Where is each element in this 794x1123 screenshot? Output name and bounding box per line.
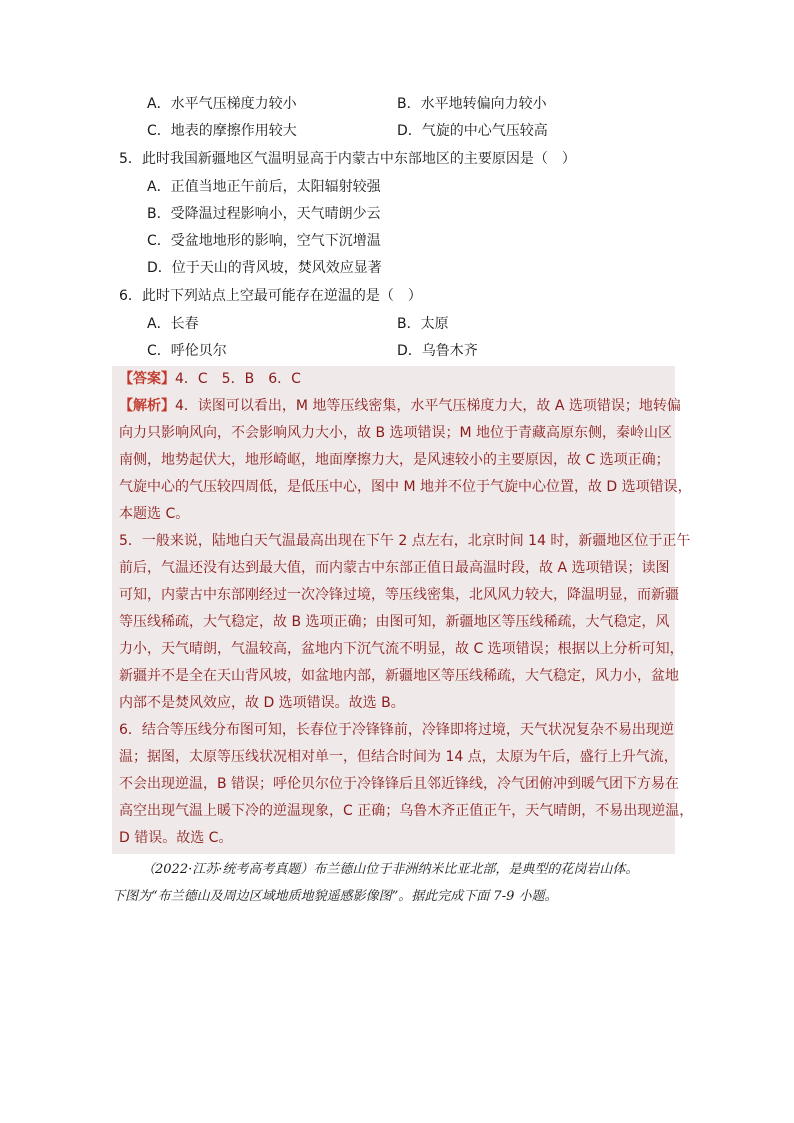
next-question-intro-line2: 下图为“布兰德山及周边区域地质地貌遥感影像图”。据此完成下面 7-9 小题。 [112,889,558,904]
analysis-line: 不会出现逆温，B 错误；呼伦贝尔位于冷锋锋后且邻近锋线，冷气团俯冲到暖气团下方易在 [119,776,680,792]
analysis-line-text: 4．读图可以看出，M 地等压线密集，水平气压梯度力大，故 A 选项错误；地转偏 [175,398,681,414]
q4-option-a: A．水平气压梯度力较小 [147,96,297,112]
analysis-line: 气旋中心的气压较四周低，是低压中心，图中 M 地并不位于气旋中心位置，故 D 选项错误， [119,479,692,495]
analysis-line: 高空出现气温上暖下冷的逆温现象，C 正确；乌鲁木齐正值正午，天气晴朗，不易出现逆温， [119,803,694,819]
answer-text: 4．C 5．B 6．C [175,371,301,387]
analysis-line: 内部不是焚风效应，故 D 选项错误。故选 B。 [119,695,405,711]
analysis-line: D 错误。故选 C。 [119,830,233,846]
answer-analysis-block [112,366,694,854]
q6-option-c: C．呼伦贝尔 [147,343,227,359]
analysis-line: 新疆并不是全在天山背风坡，如盆地内部，新疆地区等压线稀疏，大气稳定，风力小，盆地 [119,668,679,684]
analysis-line [119,396,681,416]
q5-option-b: B．受降温过程影响小，天气晴朗少云 [147,206,381,222]
analysis-line: 等压线稀疏，大气稳定，故 B 选项正确；由图可知，新疆地区等压线稀疏，大气稳定，风 [119,614,670,630]
answer-line [119,369,301,389]
q4-option-c: C．地表的摩擦作用较大 [147,123,297,139]
analysis-line: 本题选 C。 [119,506,190,522]
analysis-line: 南侧，地势起伏大，地形崎岖，地面摩擦力大，是风速较小的主要原因，故 C 选项正确； [119,452,670,468]
q6-option-a: A．长春 [147,316,199,332]
analysis-tag: 【解析】 [119,398,175,414]
analysis-line: 6．结合等压线分布图可知，长春位于冷锋锋前，冷锋即将过境，天气状况复杂不易出现逆 [119,722,674,738]
analysis-line: 力小，天气晴朗，气温较高，盆地内下沉气流不明显，故 C 选项错误；根据以上分析可知， [119,641,684,657]
q6-option-d: D．乌鲁木齐 [397,343,478,359]
analysis-line: 5．一般来说，陆地白天气温最高出现在下午 2 点左右，北京时间 14 时，新疆地区位于正午 [119,533,691,549]
q5-option-a: A．正值当地正午前后，太阳辐射较强 [147,179,381,195]
q5-stem: 5．此时我国新疆地区气温明显高于内蒙古中东部地区的主要原因是（ ） [119,151,576,167]
analysis-line: 向力只影响风向，不会影响风力大小，故 B 选项错误；M 地位于青藏高原东侧，秦岭山区 [119,425,673,441]
analysis-line: 温；据图，太原等压线状况相对单一，但结合时间为 14 点，太原为午后，盛行上升气流， [119,749,678,765]
answer-tag: 【答案】 [119,371,175,387]
q4-option-d: D．气旋的中心气压较高 [397,123,548,139]
q5-option-d: D．位于天山的背风坡，焚风效应显著 [147,260,382,276]
q6-option-b: B．太原 [397,316,449,332]
q5-option-c: C．受盆地地形的影响，空气下沉增温 [147,233,381,249]
q4-option-b: B．水平地转偏向力较小 [397,96,547,112]
q6-stem: 6．此时下列站点上空最可能存在逆温的是（ ） [119,288,422,304]
next-question-intro-line1: （2022·江苏·统考高考真题）布兰德山位于非洲纳米比亚北部，是典型的花岗岩山体。 [142,862,639,877]
analysis-line: 前后，气温还没有达到最大值，而内蒙古中东部正值日最高温时段，故 A 选项错误；读图 [119,560,670,576]
analysis-line: 可知，内蒙古中东部刚经过一次冷锋过境，等压线密集，北风风力较大，降温明显，而新疆 [119,587,679,603]
